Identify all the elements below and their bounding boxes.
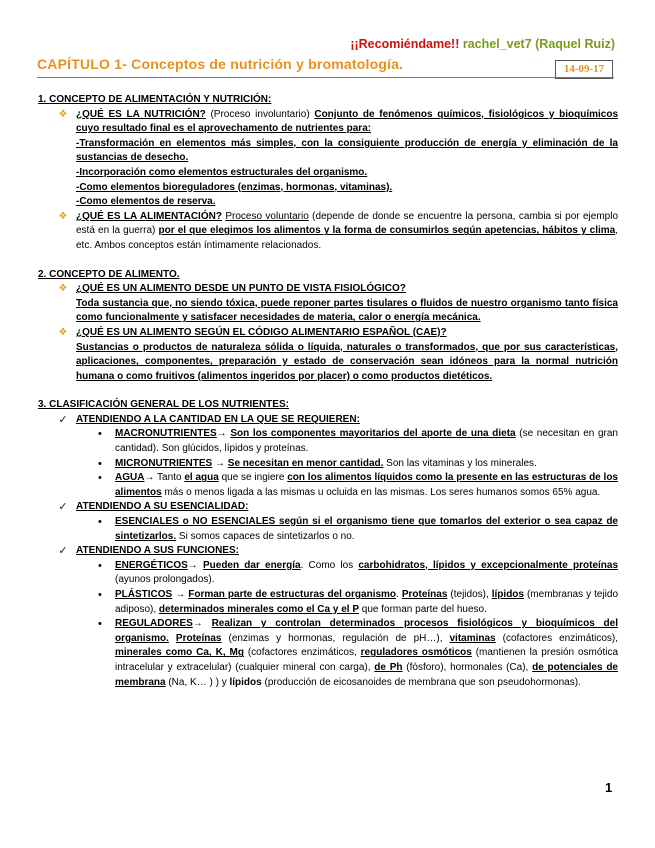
- definition-alimento-cae: Sustancias o productos de naturaleza sólida o líquida, naturales o transformados, que por sus características, aplicaciones, componentes, preparación y estado de conservación sean idóneos para la normal nutrición humana o como fruitivos (alimentos ingeridos por placer) o como productos dietéticos.: [76, 341, 618, 382]
- text-span: carbohidratos, lípidos y excepcionalmente proteínas: [358, 559, 619, 571]
- text-span: que forman parte del hueso.: [359, 603, 487, 615]
- recommend-author: rachel_vet7 (Raquel Ruiz): [462, 37, 615, 51]
- text-span: reguladores osmóticos: [360, 647, 472, 659]
- checkmark-icon: ✓: [58, 413, 68, 426]
- text-span: (fósforo), hormonales (Ca),: [402, 661, 533, 673]
- text-span: el agua: [184, 472, 219, 484]
- definition-nutricion: Conjunto de fenómenos químicos, fisiológicos y bioquímicos cuyo resultado final es el aprovechamento de nutrientes para:: [76, 108, 619, 135]
- list-item: [38, 588, 618, 617]
- text-span: lípidos: [229, 676, 262, 688]
- text-span: Forman parte de estructuras del organismo: [188, 589, 397, 600]
- text-span: Tanto: [154, 472, 185, 484]
- dot-bullet-icon: •: [98, 472, 102, 485]
- text-span: (producción de eicosanoides de membrana que son pseudohormonas).: [261, 676, 581, 688]
- dot-bullet-icon: •: [98, 589, 102, 601]
- list-item: [38, 559, 618, 588]
- list-item: [38, 544, 618, 559]
- arrow-icon: →: [172, 589, 189, 600]
- section-2-heading: 2. CONCEPTO DE ALIMENTO.: [38, 268, 180, 280]
- dot-bullet-icon: •: [98, 516, 102, 529]
- group-title: ATENDIENDO A LA CANTIDAD EN LA QUE SE REQUIEREN:: [76, 413, 360, 425]
- text-span: Pueden dar energía: [202, 559, 301, 571]
- text-span: (Na, K… ) ) y: [165, 676, 230, 688]
- arrow-icon: →: [192, 618, 212, 630]
- list-item: [38, 210, 618, 254]
- diamond-bullet-icon: ❖: [58, 283, 68, 295]
- document-body: [38, 93, 618, 690]
- text-span: Realizan y controlan determinados procesos fisiológicos y bioquímicos del organismo.: [115, 618, 618, 644]
- dot-bullet-icon: •: [98, 457, 102, 470]
- text-span: (ayunos prolongados).: [115, 574, 215, 586]
- dot-bullet-icon: •: [98, 618, 102, 631]
- list-item: [38, 413, 618, 428]
- text-span: [169, 633, 176, 644]
- text-span: (cofactores enzimáticos),: [495, 632, 618, 644]
- list-item: [38, 500, 618, 515]
- arrow-icon: →: [144, 472, 155, 484]
- list-item: [38, 427, 618, 456]
- term: MICRONUTRIENTES: [115, 457, 213, 469]
- text-span: (cofactores enzimáticos,: [243, 647, 361, 659]
- group-title: ATENDIENDO A SUS FUNCIONES:: [76, 545, 239, 557]
- text-span: Son los componentes mayoritarios del aporte de una dieta: [230, 428, 516, 440]
- nutrient-use-line: -Incorporación como elementos estructurales del organismo.: [76, 166, 368, 178]
- text-span: ESENCIALES o NO ESENCIALES según si el organismo tiene que tomarlos del exterior o sea capaz de sintetizarlos.: [115, 516, 618, 542]
- arrow-icon: →: [216, 428, 231, 440]
- section-1-heading: 1. CONCEPTO DE ALIMENTACIÓN Y NUTRICIÓN:: [38, 94, 272, 105]
- term: REGULADORES: [115, 618, 193, 630]
- nutrient-use-line: -Como elementos bioreguladores (enzimas, hormonas, vitaminas).: [76, 181, 393, 193]
- term: PLÁSTICOS: [115, 589, 173, 600]
- list-item: [38, 515, 618, 544]
- list-item: [38, 471, 618, 500]
- section-3-heading: 3. CLASIFICACIÓN GENERAL DE LOS NUTRIENTES:: [38, 399, 289, 411]
- text-span: (mantienen la presión osmótica intracelular y extracelular) (cualquier mineral con carga),: [115, 647, 619, 673]
- question-nutricion: ¿QUÉ ES LA NUTRICIÓN?: [76, 108, 206, 120]
- question-alimentacion: ¿QUÉ ES LA ALIMENTACIÓN?: [76, 210, 222, 222]
- chapter-title: CAPÍTULO 1- Conceptos de nutrición y bromatología.: [37, 56, 404, 72]
- text-span: de Ph: [374, 661, 403, 673]
- nutrient-use-line: -Transformación en elementos más simples, con la consiguiente producción de energía y eliminación de la sustancias de desecho.: [76, 137, 618, 164]
- text-span: (depende de donde se encuentre la persona, cambia si por ejemplo está en la guerra): [76, 210, 619, 237]
- checkmark-icon: ✓: [58, 545, 68, 558]
- text-span: (Proceso involuntario): [205, 108, 315, 120]
- text-span: (enzimas y hormonas, regulación de pH…),: [221, 632, 450, 644]
- text-span: Se necesitan en menor cantidad.: [227, 457, 384, 469]
- question-alimento-fisiologico: ¿QUÉ ES UN ALIMENTO DESDE UN PUNTO DE VISTA FISIOLÓGICO?: [76, 283, 406, 295]
- page-number: 1: [605, 780, 613, 795]
- title-divider: [37, 77, 614, 78]
- list-item: [38, 326, 618, 384]
- text-span: que se ingiere: [218, 472, 288, 484]
- diamond-bullet-icon: ❖: [58, 326, 68, 338]
- text-span: Son las vitaminas y los minerales.: [383, 457, 537, 469]
- arrow-icon: →: [187, 559, 203, 571]
- list-item: [38, 108, 618, 210]
- dot-bullet-icon: •: [98, 559, 102, 572]
- text-span: Proceso voluntario: [225, 210, 309, 222]
- list-item: [38, 617, 618, 690]
- diamond-bullet-icon: ❖: [58, 108, 68, 120]
- date-box: 14-09-17: [555, 60, 613, 79]
- diamond-bullet-icon: ❖: [58, 210, 68, 222]
- text-span: (tejidos),: [447, 589, 492, 600]
- text-span: Proteínas: [401, 589, 448, 600]
- list-item: [38, 282, 618, 326]
- checkmark-icon: ✓: [58, 501, 68, 514]
- term: MACRONUTRIENTES: [115, 428, 217, 440]
- text-span: .: [396, 589, 402, 600]
- text-span: (se necesitan en gran cantidad). Son glúcidos, lípidos y proteínas.: [115, 428, 618, 455]
- group-title: ATENDIENDO A SU ESENCIALIDAD:: [76, 501, 249, 513]
- text-span: Si somos capaces de sintetizarlos o no.: [176, 530, 355, 542]
- text-span: minerales como Ca, K, Mg: [115, 647, 244, 659]
- text-span: (membranas y tejido adiposo),: [115, 589, 619, 615]
- list-item: [38, 457, 618, 472]
- text-span: lípidos: [491, 589, 524, 600]
- term: ENERGÉTICOS: [115, 559, 188, 571]
- definition-alimentacion: por el que elegimos los alimentos y la forma de consumirlos según apetencias, hábitos y clima: [158, 225, 616, 237]
- dot-bullet-icon: •: [98, 428, 102, 441]
- nutrient-use-line: -Como elementos de reserva.: [76, 196, 216, 208]
- recommend-banner: [345, 37, 615, 51]
- text-span: vitaminas: [449, 632, 496, 644]
- text-span: Proteínas: [175, 632, 222, 644]
- arrow-icon: →: [212, 457, 228, 469]
- text-span: de potenciales de membrana: [115, 661, 618, 688]
- text-span: . Como los: [300, 559, 359, 571]
- text-span: determinados minerales como el Ca y el P: [158, 603, 359, 615]
- recommend-prefix: ¡¡Recomiéndame!!: [350, 37, 460, 51]
- text-span: más o menos ligada a las mismas u ocluida en las mismas. Los seres humanos somos 65% agua.: [161, 486, 601, 498]
- definition-alimento-fisiologico: Toda sustancia que, no siendo tóxica, puede reponer partes tisulares o fluidos de nuestro organismo tanto física como funcionalmente y satisfacer necesidades de materia, calor o energía mecánica.: [76, 297, 618, 324]
- text-span: , etc. Ambos conceptos están íntimamente relacionados.: [76, 225, 618, 251]
- text-span: con los alimentos líquidos como la presente en las estructuras de los alimentos: [115, 472, 618, 498]
- term: AGUA: [115, 472, 145, 484]
- question-alimento-cae: ¿QUÉ ES UN ALIMENTO SEGÚN EL CÓDIGO ALIMENTARIO ESPAÑOL (CAE)?: [76, 326, 447, 338]
